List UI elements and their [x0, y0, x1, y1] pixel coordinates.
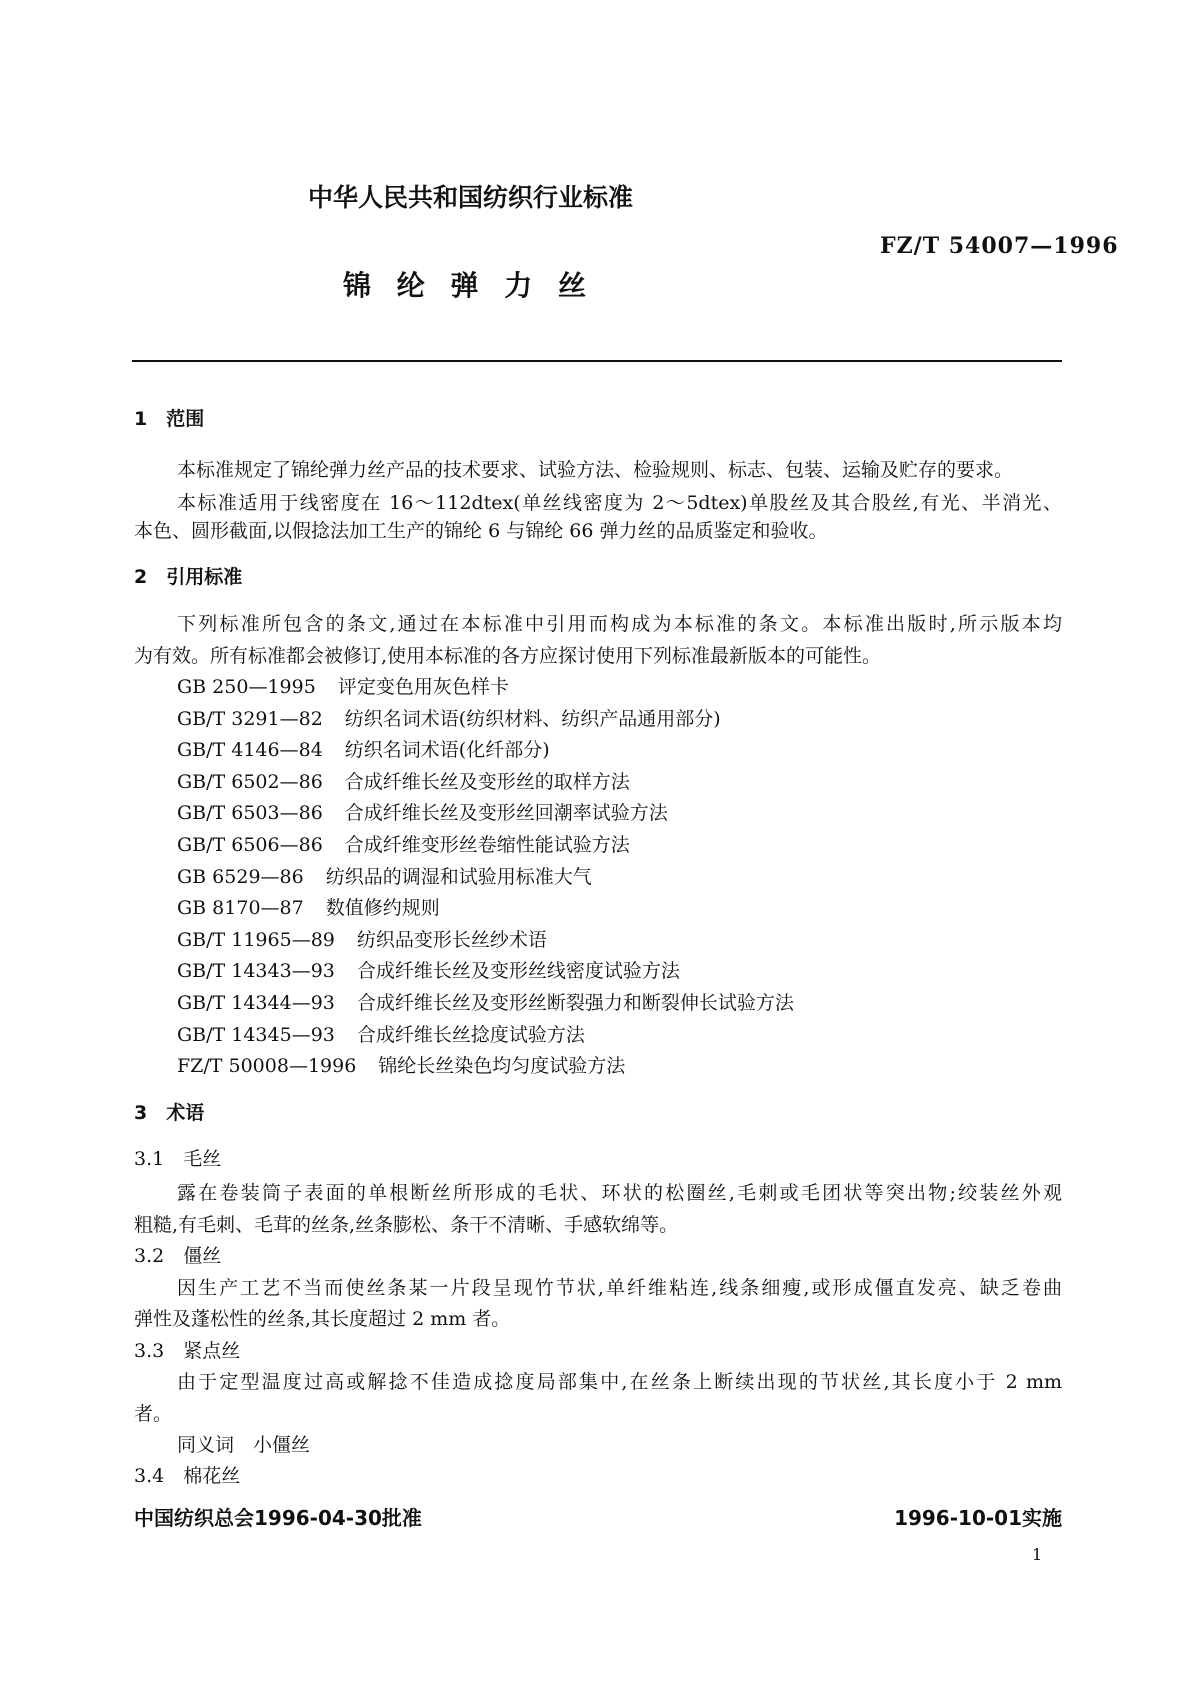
reference-code: GB/T 14344—93: [177, 992, 335, 1014]
paragraph-line: 由于定型温度过高或解捻不佳造成捻度局部集中,在丝条上断续出现的节状丝,其长度小于 2 mm: [177, 1371, 1062, 1393]
reference-code: GB/T 4146—84: [177, 739, 323, 762]
paragraph-line: 弹性及蓬松性的丝条,其长度超过 2 mm 者。: [134, 1308, 511, 1330]
reference-code: GB 8170—87: [177, 897, 304, 920]
reference-item: [177, 926, 547, 954]
reference-title: 数值修约规则: [325, 897, 440, 920]
paragraph-line: 粗糙,有毛刺、毛茸的丝条,丝条膨松、条干不清晰、手感软绵等。: [134, 1214, 679, 1236]
approval-date: 中国纺织总会1996-04-30批准: [134, 1506, 422, 1530]
reference-item: [177, 1052, 625, 1080]
paragraph-line: 本色、圆形截面,以假捻法加工生产的锦纶 6 与锦纶 66 弹力丝的品质鉴定和验收。: [134, 520, 828, 542]
term-heading: 3.3 紧点丝: [134, 1340, 241, 1362]
reference-item: [177, 799, 668, 827]
reference-title: 合成纤维长丝及变形丝线密度试验方法: [356, 960, 680, 983]
page-number: 1: [1032, 1545, 1043, 1564]
standard-number: FZ/T 54007—1996: [880, 233, 1119, 259]
reference-item: [177, 1021, 585, 1049]
reference-code: GB/T 3291—82: [177, 707, 323, 730]
paragraph-line: 露在卷装筒子表面的单根断丝所形成的毛状、环状的松圈丝,毛刺或毛团状等突出物;绞装丝外观: [177, 1182, 1062, 1204]
paragraph-line: 本标准规定了锦纶弹力丝产品的技术要求、试验方法、检验规则、标志、包装、运输及贮存的要求。: [177, 459, 1014, 481]
reference-code: GB 250—1995: [177, 676, 316, 698]
reference-code: GB 6529—86: [177, 865, 304, 888]
reference-title: 合成纤维长丝及变形丝回潮率试验方法: [344, 802, 668, 825]
reference-code: GB/T 6506—86: [177, 834, 323, 856]
reference-item: [177, 831, 630, 859]
reference-item: [177, 957, 680, 985]
reference-title: 纺织品的调湿和试验用标准大气: [325, 865, 592, 888]
paragraph-line: 因生产工艺不当而使丝条某一片段呈现竹节状,单纤维粘连,线条细瘦,或形成僵直发亮、缺乏卷曲: [177, 1277, 1062, 1299]
effective-date: 1996-10-01实施: [894, 1506, 1062, 1530]
reference-title: 合成纤维变形丝卷缩性能试验方法: [344, 834, 630, 856]
reference-item: [177, 673, 509, 701]
reference-code: GB/T 6503—86: [177, 802, 323, 825]
paragraph-line: 本标准适用于线密度在 16～112dtex(单丝线密度为 2～5dtex)单股丝及其合股丝,有光、半消光、: [177, 492, 1062, 514]
reference-code: FZ/T 50008—1996: [177, 1055, 357, 1078]
reference-title: 合成纤维长丝及变形丝的取样方法: [344, 770, 630, 793]
reference-item: [177, 736, 550, 764]
paragraph-line: 者。: [134, 1403, 173, 1425]
term-heading: 3.2 僵丝: [134, 1245, 222, 1267]
reference-title: 纺织品变形长丝纱术语: [356, 928, 547, 951]
section-heading: 3 术语: [134, 1102, 205, 1124]
reference-code: GB/T 11965—89: [177, 928, 335, 951]
reference-item: [177, 768, 630, 796]
reference-item: [177, 894, 440, 922]
section-heading: 2 引用标准: [134, 566, 243, 588]
reference-title: 纺织名词术语(纺织材料、纺织产品通用部分): [344, 707, 721, 730]
reference-code: GB/T 6502—86: [177, 770, 323, 793]
reference-title: 合成纤维长丝及变形丝断裂强力和断裂伸长试验方法: [356, 992, 794, 1014]
reference-title: 评定变色用灰色样卡: [337, 676, 509, 698]
document-title: 锦 纶 弹 力 丝: [343, 269, 594, 302]
term-heading: 3.4 棉花丝: [134, 1465, 241, 1487]
header-rule: [132, 360, 1062, 362]
reference-code: GB/T 14345—93: [177, 1023, 335, 1046]
reference-title: 纺织名词术语(化纤部分): [344, 739, 550, 762]
reference-item: [177, 989, 794, 1017]
org-title: 中华人民共和国纺织行业标准: [308, 183, 634, 212]
section-heading: 1 范围: [134, 408, 205, 430]
reference-title: 锦纶长丝染色均匀度试验方法: [378, 1055, 626, 1078]
reference-code: GB/T 14343—93: [177, 960, 335, 983]
paragraph-line: 为有效。所有标准都会被修订,使用本标准的各方应探讨使用下列标准最新版本的可能性。: [134, 645, 882, 667]
reference-title: 合成纤维长丝捻度试验方法: [356, 1023, 585, 1046]
reference-item: [177, 863, 592, 891]
reference-item: [177, 705, 721, 733]
term-heading: 3.1 毛丝: [134, 1148, 222, 1170]
paragraph-line: 下列标准所包含的条文,通过在本标准中引用而构成为本标准的条文。本标准出版时,所示版本均: [177, 613, 1062, 635]
synonym-line: 同义词 小僵丝: [177, 1434, 311, 1456]
